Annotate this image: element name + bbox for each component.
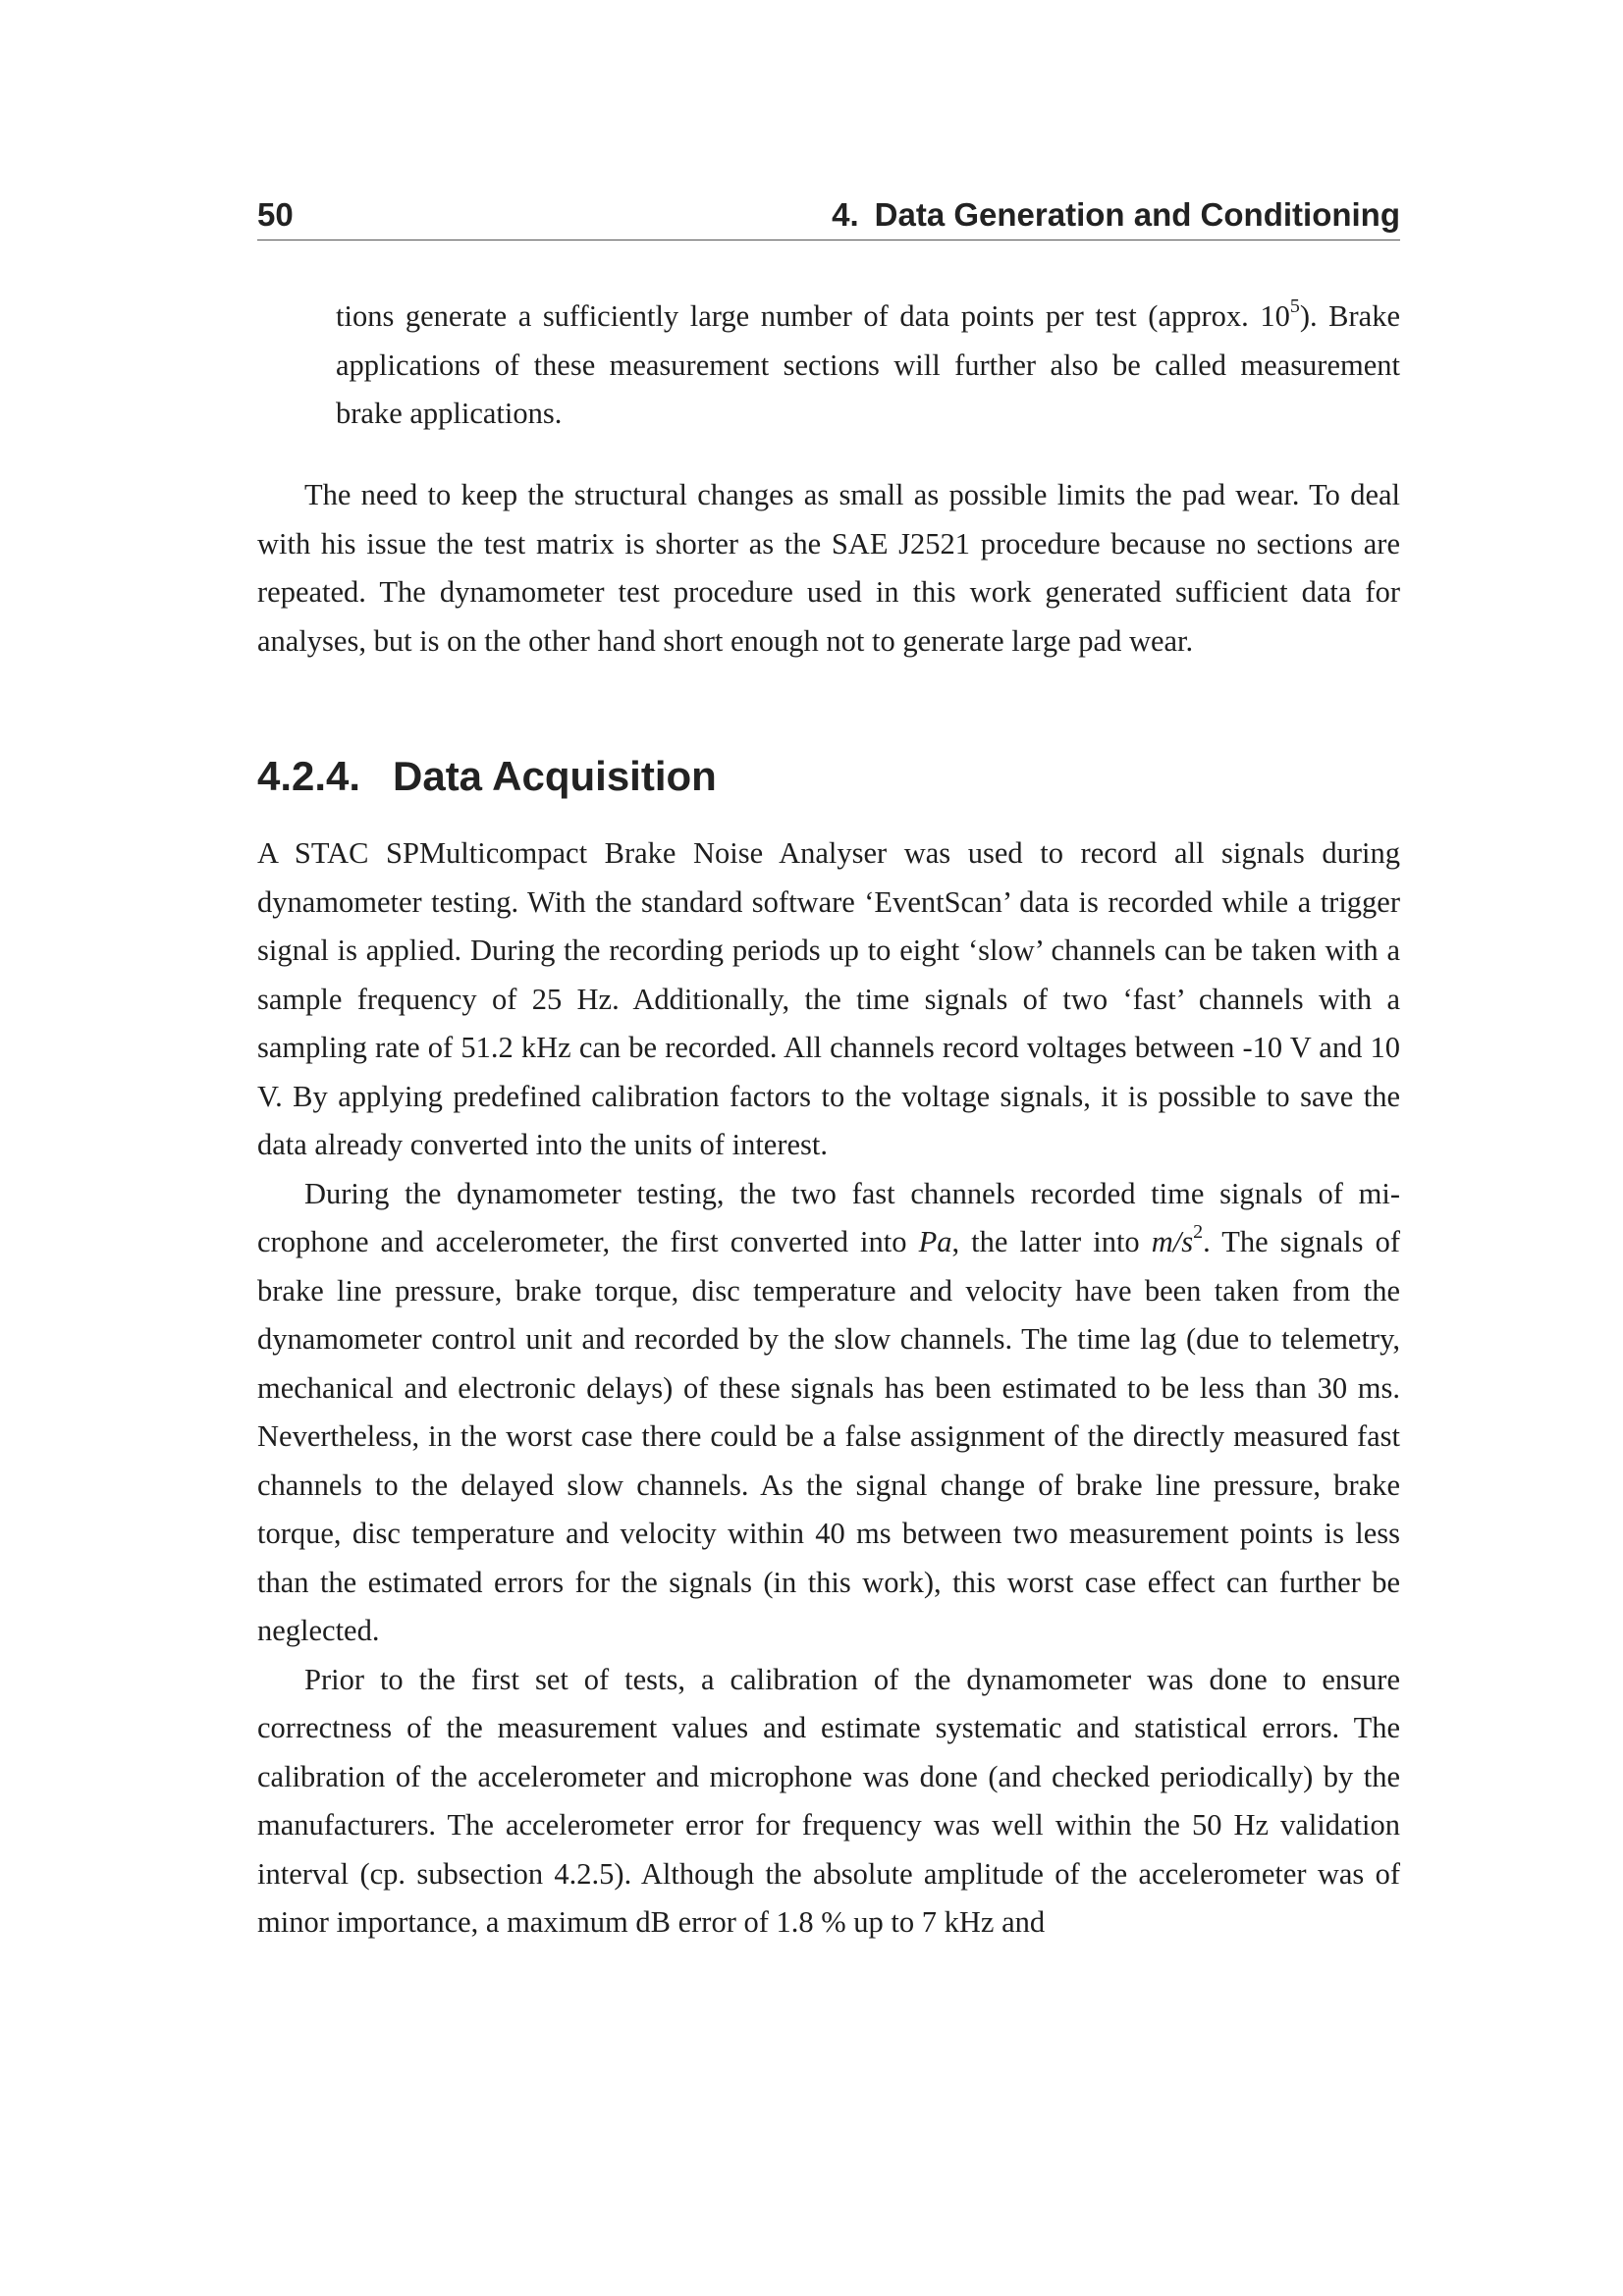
continued-list-item: tions generate a sufficiently large number of data points per test (approx. $10^5$). Brake applications of these measurement sections will further also be called measurement brake applications. [336,294,1400,430]
paragraph-analyser: A STAC SPMulticompact Brake Noise Analyser was used to record all signals during dynamometer testing. With the standard software ‘EventScan’ data is recorded while a trigger signal is applied. During the recording periods up to eight ‘slow’ channels can be taken with a sample frequency of 25 Hz. Additionally, the time signals of two ‘fast’ channels with a sampling rate of 51.2 kHz can be recorded. All channels record voltages between -10 V and 10 V. By applying predefined calibration factors to the voltage signals, it is possible to save the data already converted into the units of interest. [257,836,1400,1161]
paragraph-channels: During the dynamometer testing, the two fast channels recorded time signals of microphone and accelerometer, the first converted into Pa, the latter into $m/s^2$. The signals of brake line pressure, brake torque, disc temperature and velocity have been taken from the dynamometer control unit and recorded by the slow channels. The time lag (due to telemetry, mechanical and electronic delays) of these signals has been estimated to be less than 30 ms. Nevertheless, in the worst case there could be a false assignment of the directly measured fast channels to the delayed slow channels. As the signal change of brake line pressure, brake torque, disc temperature and velocity within 40 ms between two measurement points is less than the estimated errors for the signals (in this work), this worst case effect can further be neglected. [257,1176,1400,1647]
section-body [257,829,1400,1948]
section-heading [257,753,717,800]
unit-accel: $m/s^2$ [1151,1220,1204,1258]
math-power: $10^5$ [1260,294,1300,333]
page-number: 50 [257,196,294,233]
chapter-number: 4. [832,196,859,233]
running-header [257,196,1400,240]
paragraph-pad-wear: The need to keep the structural changes as small as possible limits the pad wear. To deal with his issue the test matrix is shorter as the SAE J2521 procedure because no sections are repeated. The dynamometer test procedure used in this work generated sufficient data for analyses, but is on the other hand short enough not to generate large pad wear. [257,478,1400,658]
paragraph-calibration: Prior to the first set of tests, a calibration of the dynamometer was done to ensure correctness of the measurement values and estimate systematic and statistical errors. The calibration of the accelerometer and microphone was done (and checked periodically) by the manufacturers. The accelerometer error for frequency was well within the 50 Hz validation interval (cp. subsection 4.2.5). Although the absolute amplitude of the accelerometer was of minor importance, a maximum dB error of 1.8 % up to 7 kHz and [257,1662,1400,1939]
chapter-title [832,196,1400,234]
section-title: Data Acquisition [393,753,717,799]
section-number: 4.2.4. [257,753,361,799]
unit-pa: Pa [918,1225,952,1258]
chapter-title-text: Data Generation and Conditioning [874,196,1400,233]
